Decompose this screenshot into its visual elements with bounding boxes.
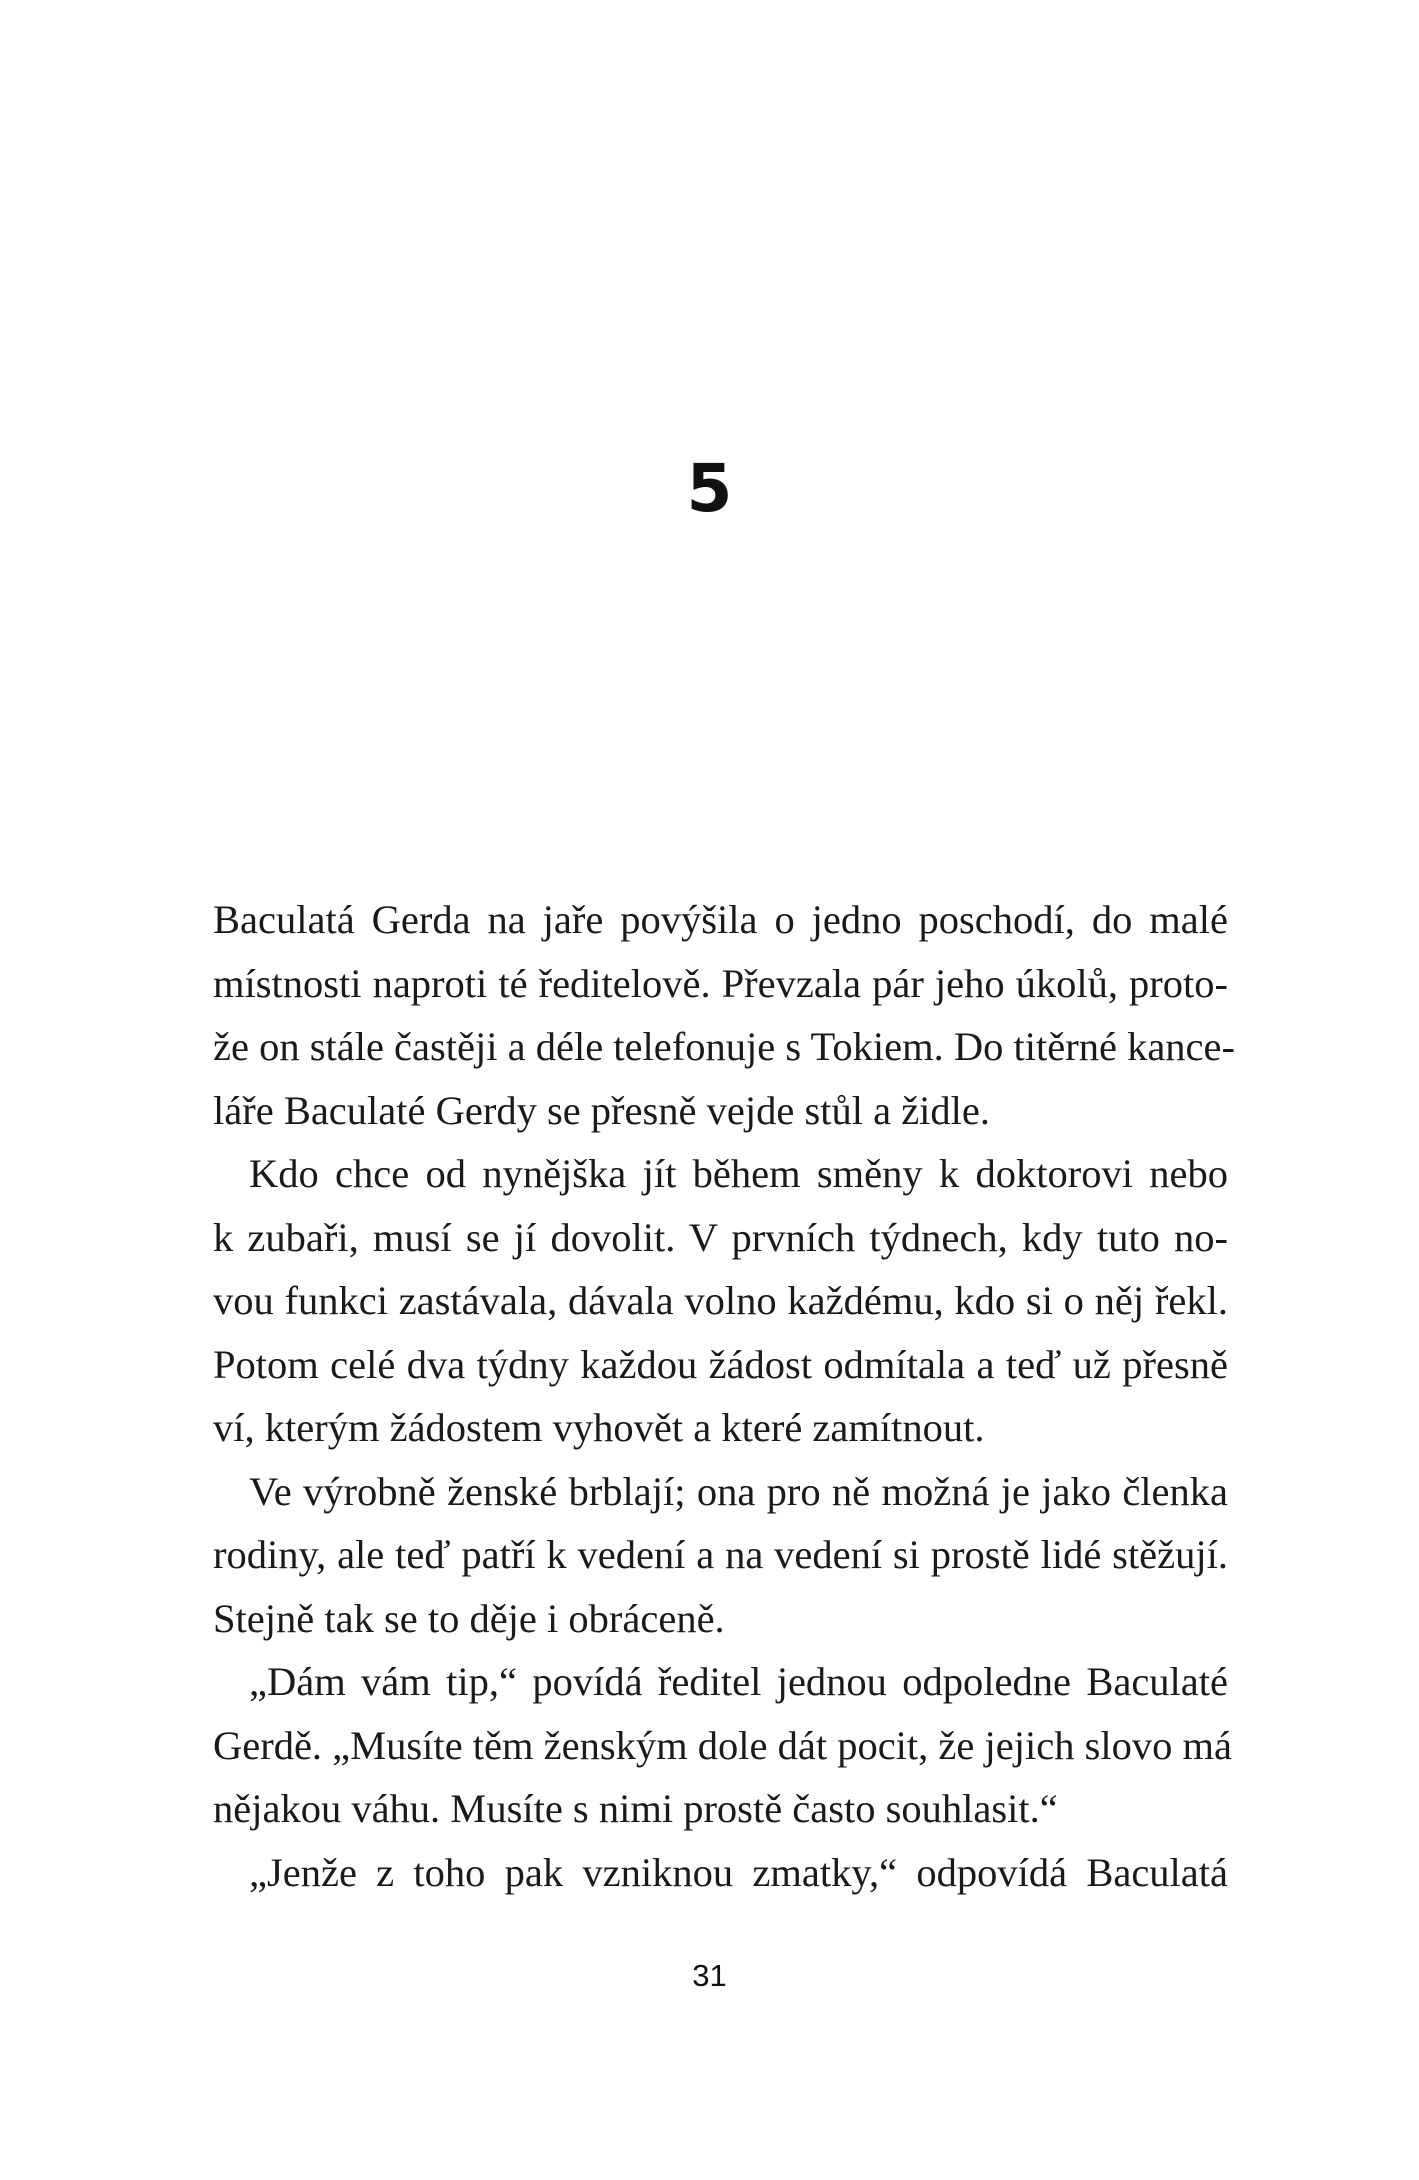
- text-line: láře Baculaté Gerdy se přesně vejde stůl a židle.: [213, 1087, 991, 1133]
- text-line: Potom celé dva týdny každou žádost odmítala a teď už přesně: [213, 1341, 1228, 1387]
- paragraph: [213, 1841, 1228, 1905]
- text-line: vou funkci zastávala, dávala volno každému, kdo si o něj řekl.: [213, 1278, 1228, 1323]
- text-line: nějakou váhu. Musíte s nimi prostě často souhlasit.“: [213, 1786, 1058, 1831]
- text-line: rodiny, ale teď patří k vedení a na vedení si prostě lidé stěžují.: [213, 1532, 1228, 1577]
- text-line: že on stále častěji a déle telefonuje s Tokiem. Do titěrné kance-: [213, 1024, 1235, 1069]
- chapter-number: 5: [686, 450, 733, 527]
- paragraph: [213, 888, 1235, 1142]
- page-number: 31: [692, 1958, 727, 1993]
- text-line: Gerdě. „Musíte těm ženským dole dát pocit, že jejich slovo má: [213, 1722, 1232, 1768]
- text-line: Baculatá Gerda na jaře povýšila o jedno poschodí, do malé: [213, 897, 1228, 942]
- text-line: „Jenže z toho pak vzniknou zmatky,“ odpovídá Baculatá: [249, 1849, 1228, 1895]
- text-line: místnosti naproti té ředitelově. Převzala pár jeho úkolů, proto-: [213, 960, 1228, 1006]
- text-line: Stejně tak se to děje i obráceně.: [213, 1595, 725, 1641]
- paragraph: [213, 1142, 1228, 1460]
- paragraph: [213, 1460, 1228, 1651]
- text-line: ví, kterým žádostem vyhovět a které zamítnout.: [213, 1405, 985, 1450]
- text-line: Kdo chce od nynějška jít během směny k doktorovi nebo: [249, 1151, 1228, 1196]
- paragraph: [213, 1650, 1232, 1841]
- text-line: „Dám vám tip,“ povídá ředitel jednou odpoledne Baculaté: [249, 1659, 1228, 1704]
- text-line: Ve výrobně ženské brblají; ona pro ně možná je jako členka: [249, 1468, 1228, 1514]
- text-line: k zubaři, musí se jí dovolit. V prvních týdnech, kdy tuto no-: [213, 1214, 1228, 1260]
- body-text: [213, 888, 1235, 1904]
